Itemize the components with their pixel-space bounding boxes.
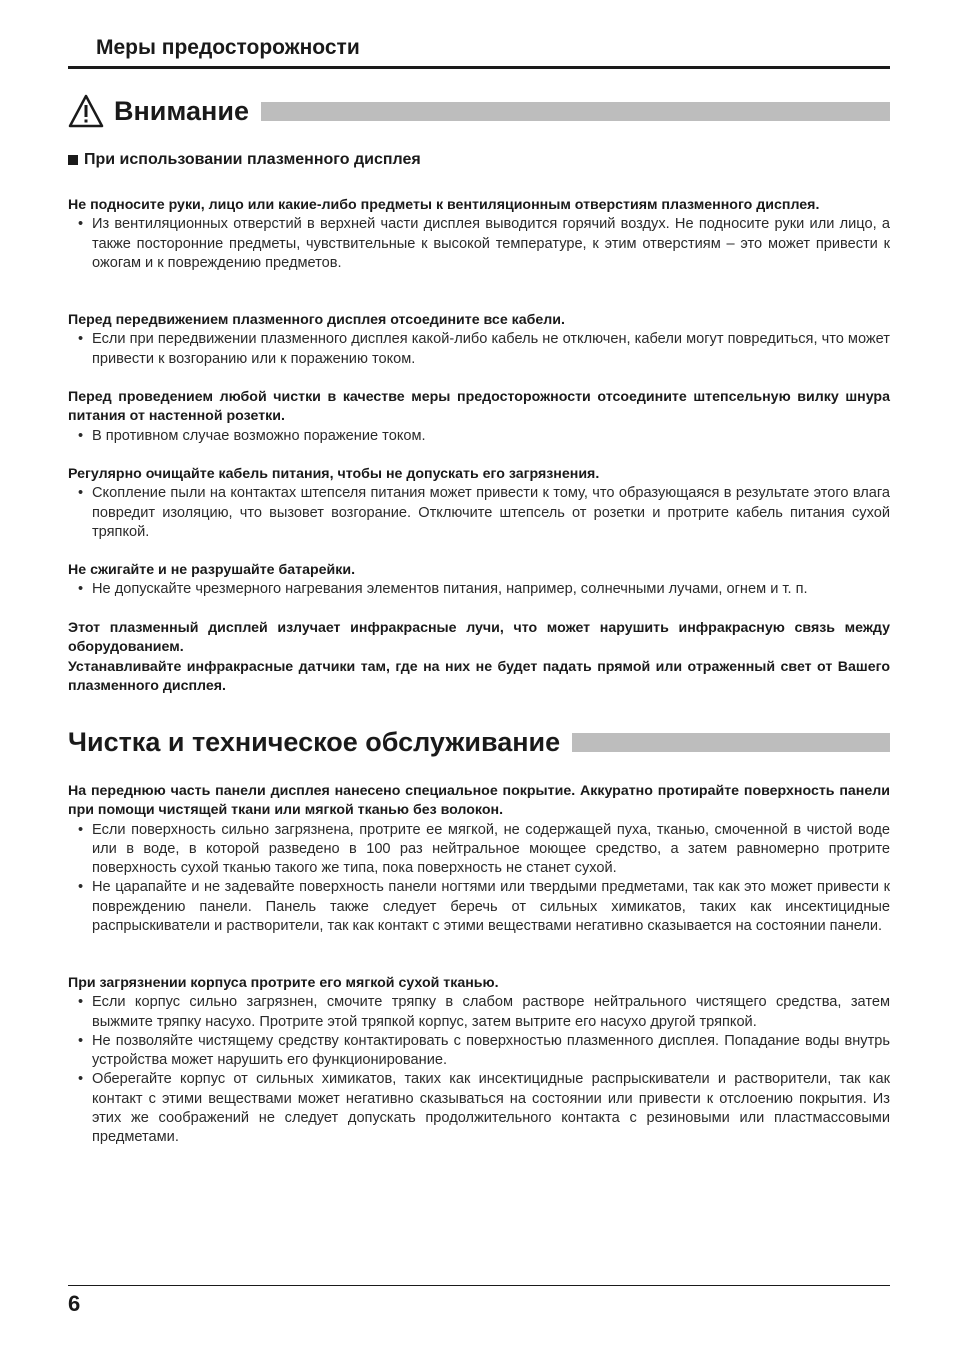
warning-block-3 — [68, 388, 890, 446]
warning-subheading — [68, 151, 421, 169]
bullet-item: • Не царапайте и не задевайте поверхность панели ногтями или твердыми предметами, так как это может привести к повреждению панели. Панель также следует беречь от сильных химикатов, таких как инсектицидные распрыскиватели и растворители, так как контакт с этими веществами негативно сказывается на состоянии панели. — [78, 879, 890, 935]
bullet-item: • Если поверхность сильно загрязнена, протрите ее мягкой, не содержащей пуха, тканью, смоченной в чистой воде или в воде, в которой разведено в 100 раз нейтральное моющее средство, а затем равномерно протрите поверхность сухой тканью такого же типа, пока поверхность не станет сухой. — [78, 821, 890, 877]
warning-block-1 — [68, 196, 890, 273]
bullet-item: • В противном случае возможно поражение током. — [78, 427, 426, 444]
cleaning-title: Чистка и техническое обслуживание — [68, 727, 561, 757]
warning-title: Внимание — [114, 95, 249, 126]
block-heading: Регулярно очищайте кабель питания, чтобы не допускать его загрязнения. — [68, 466, 600, 482]
bullet-text: Не позволяйте чистящему средству контактировать с поверхностью плазменного дисплея. Попадание воды внутрь устройства может нарушить его функционирование. — [92, 1032, 890, 1069]
cleaning-block-1 — [68, 782, 890, 936]
cleaning-section-header — [68, 727, 890, 758]
block-heading: При загрязнении корпуса протрите его мягкой сухой тканью. — [68, 975, 499, 991]
section-title-bar — [572, 733, 890, 752]
footer-rule — [68, 1285, 890, 1286]
warning-subheading-text: При использовании плазменного дисплея — [84, 151, 421, 168]
warning-triangle-icon — [68, 94, 104, 128]
cleaning-block-2 — [68, 974, 890, 1148]
bullet-item: • Не позволяйте чистящему средству контактировать с поверхностью плазменного дисплея. Попадание воды внутрь устройства может нарушить его функционирование. — [78, 1032, 890, 1069]
block-heading: Этот плазменный дисплей излучает инфракрасные лучи, что может нарушить инфракрасную связь между оборудованием. — [68, 620, 890, 656]
bullet-text: В противном случае возможно поражение током. — [92, 427, 426, 444]
block-heading: На переднюю часть панели дисплея нанесено специальное покрытие. Аккуратно протирайте поверхность панели при помощи чистящей ткани или мягкой тканью без волокон. — [68, 783, 890, 819]
warning-block-4 — [68, 465, 890, 542]
warning-block-5 — [68, 561, 890, 600]
section-title-bar — [261, 102, 890, 121]
header-title: Меры предосторожности — [96, 36, 360, 59]
bullet-item: • Скопление пыли на контактах штепселя питания может привести к тому, что образующаяся в результате этого влага повредит изоляцию, что вызовет возгорание. Отключите штепсель от розетки и протрите кабель питания сухой тряпкой. — [78, 485, 890, 540]
bullet-item: • Если корпус сильно загрязнен, смочите тряпку в слабом растворе нейтрального чистящего средства, затем выжмите тряпку насухо. Протрите этой тряпкой корпус, затем вытрите его насухо другой тряпкой. — [78, 994, 890, 1030]
warning-block-2 — [68, 311, 890, 369]
block-heading: Перед передвижением плазменного дисплея отсоедините все кабели. — [68, 312, 565, 328]
block-heading-2: Устанавливайте инфракрасные датчики там, где на них не будет падать прямой или отраженный свет от Вашего плазменного дисплея. — [68, 658, 890, 694]
header-rule — [68, 66, 890, 69]
block-heading: Перед проведением любой чистки в качестве меры предосторожности отсоедините штепсельную вилку шнура питания от настенной розетки. — [68, 389, 890, 425]
bullet-text: Оберегайте корпус от сильных химикатов, таких как инсектицидные распрыскиватели и растворители, так как контакт с этими веществами может негативно сказываться на состоянии или привести к отслоению покрытия. Из этих же соображений не следует допускать продолжительного контакта с резиновыми или пластмассовыми предметами. — [92, 1071, 890, 1146]
bullet-text: Если при передвижении плазменного дисплея какой-либо кабель не отключен, кабели могут повредиться, что может привести к возгоранию или к поражению током. — [92, 331, 890, 367]
bullet-text: Не допускайте чрезмерного нагревания элементов питания, например, солнечными лучами, огнем и т. п. — [92, 581, 808, 598]
bullet-text: Из вентиляционных отверстий в верхней части дисплея выводится горячий воздух. Не подносите руки или лицо, а также посторонние предметы, чувствительные к высокой температуре, к этим отверстиям – это может привести к ожогам и к повреждению предметов. — [92, 216, 890, 271]
page-number: 6 — [68, 1291, 81, 1316]
warning-section-header — [68, 94, 890, 128]
warning-block-6 — [68, 619, 890, 696]
block-heading: Не сжигайте и не разрушайте батарейки. — [68, 562, 356, 578]
square-bullet-icon — [68, 155, 78, 165]
block-heading: Не подносите руки, лицо или какие-либо предметы к вентиляционным отверстиям плазменного дисплея. — [68, 197, 820, 213]
bullet-text: Скопление пыли на контактах штепселя питания может привести к тому, что образующаяся в результате этого влага повредит изоляцию, что вызовет возгорание. Отключите штепсель от розетки и протрите кабель питания сухой тряпкой. — [92, 485, 890, 540]
bullet-item: • Не допускайте чрезмерного нагревания элементов питания, например, солнечными лучами, огнем и т. п. — [78, 581, 808, 598]
bullet-text: Не царапайте и не задевайте поверхность панели ногтями или твердыми предметами, так как это может привести к повреждению панели. Панель также следует беречь от сильных химикатов, таких как инсектицидные распрыскиватели и растворители, так как контакт с этими веществами негативно сказывается на состоянии панели. — [92, 879, 890, 935]
bullet-item: • Оберегайте корпус от сильных химикатов, таких как инсектицидные распрыскиватели и растворители, так как контакт с этими веществами может негативно сказываться на состоянии или привести к отслоению покрытия. Из этих же соображений не следует допускать продолжительного контакта с резиновыми или пластмассовыми предметами. — [78, 1071, 890, 1146]
bullet-text: Если поверхность сильно загрязнена, протрите ее мягкой, не содержащей пуха, тканью, смоченной в чистой воде или в воде, в которой разведено в 100 раз нейтральное моющее средство, а затем равномерно протрите поверхность сухой тканью такого же типа, пока поверхность не станет сухой. — [92, 821, 890, 877]
bullet-item: • Из вентиляционных отверстий в верхней части дисплея выводится горячий воздух. Не подносите руки или лицо, а также посторонние предметы, чувствительные к высокой температуре, к этим отверстиям – это может привести к ожогам и к повреждению предметов. — [78, 216, 890, 271]
bullet-item: • Если при передвижении плазменного дисплея какой-либо кабель не отключен, кабели могут повредиться, что может привести к возгоранию или к поражению током. — [78, 331, 890, 367]
bullet-text: Если корпус сильно загрязнен, смочите тряпку в слабом растворе нейтрального чистящего средства, затем выжмите тряпку насухо. Протрите этой тряпкой корпус, затем вытрите его насухо другой тряпкой. — [92, 994, 890, 1030]
